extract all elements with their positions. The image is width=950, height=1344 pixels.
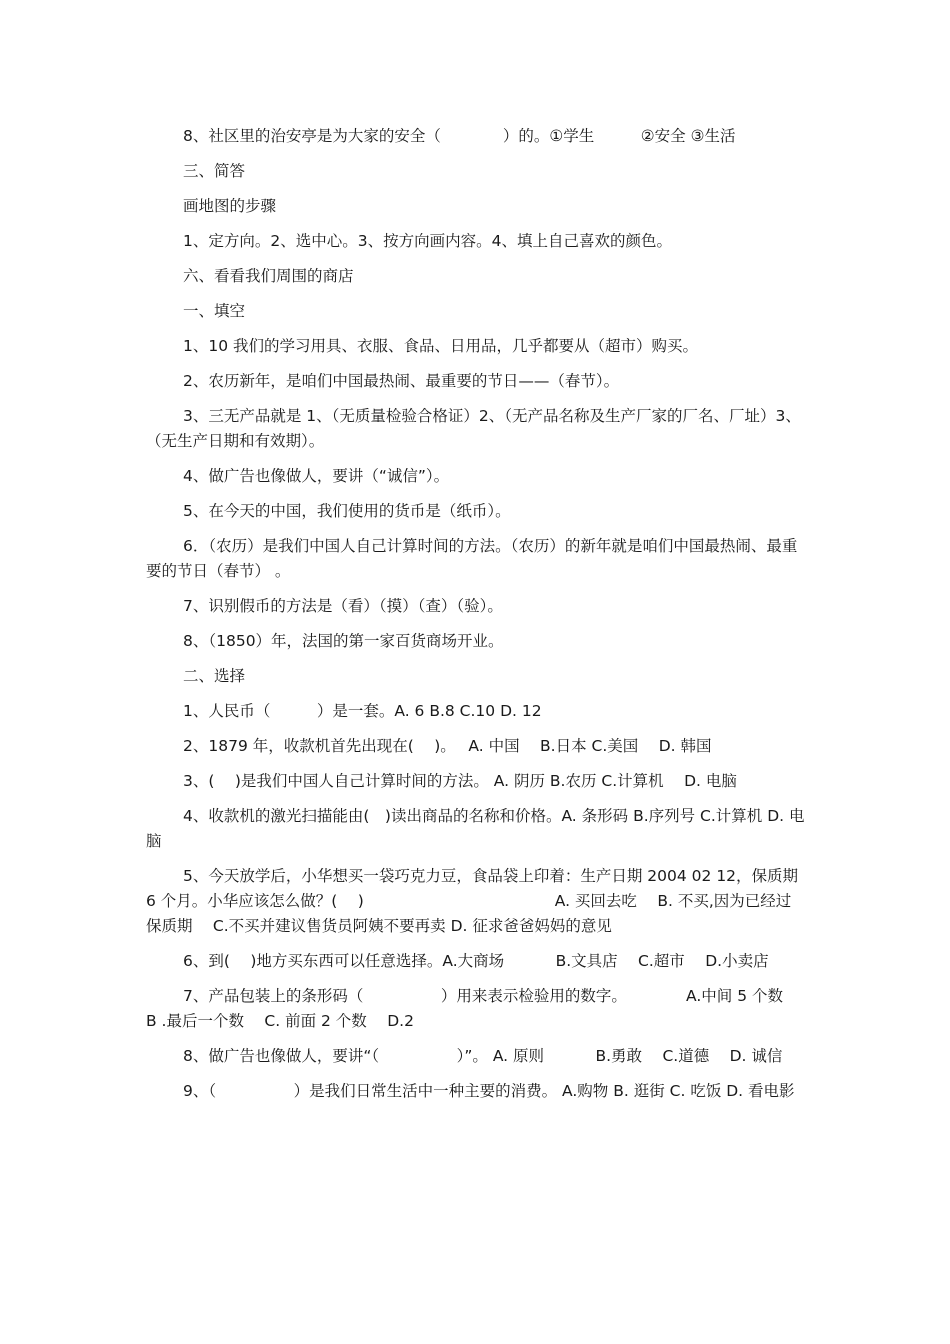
document-body: [146, 124, 835, 1114]
fill-item-3: 3、三无产品就是 1、（无质量检验合格证）2、（无产品名称及生产厂家的厂名、厂址）3、（无生产日期和有效期）。: [146, 407, 801, 450]
choice-item-7: 7、产品包装上的条形码（ ）用来表示检验用的数字。 A.中间 5 个数 B .最后一个数 C. 前面 2 个数 D.2: [146, 987, 835, 1030]
fill-item-6: 6．（农历）是我们中国人自己计算时间的方法。（农历）的新年就是咱们中国最热闹、最重要的节日（春节） 。: [146, 537, 798, 580]
choice-item-9: 9、（ ）是我们日常生活中一种主要的消费。 A.购物 B. 逛街 C. 吃饭 D. 看电影: [183, 1082, 795, 1100]
choice-item-8: 8、做广告也像做人，要讲“（ ）”。 A. 原则 B.勇敢 C.道德 D. 诚信: [183, 1047, 783, 1065]
unit-heading-shops: 六、看看我们周围的商店: [183, 267, 354, 285]
section-heading-fill-blank: 一、填空: [183, 302, 246, 320]
fill-item-1: 1、10 我们的学习用具、衣服、食品、日用品，几乎都要从（超市）购买。: [183, 337, 699, 355]
question-community-security-booth: 8、社区里的治安亭是为大家的安全（ ）的。①学生 ②安全 ③生活: [183, 127, 736, 145]
choice-item-6: 6、到( )地方买东西可以任意选择。A.大商场 B.文具店 C.超市 D.小卖店: [183, 952, 769, 970]
fill-item-8: 8、（1850）年，法国的第一家百货商场开业。: [183, 632, 504, 650]
choice-item-5: 5、今天放学后，小华想买一袋巧克力豆，食品袋上印着：生产日期 2004 02 12，保质期 6 个月。小华应该怎么做？( ) A. 买回去吃 B. 不买,因为已经过保质期 C.不买并建议售货员阿姨不要再卖 D. 征求爸爸妈妈的意见: [146, 867, 799, 935]
answer-map-steps: 1、定方向。2、选中心。3、按方向画内容。4、填上自己喜欢的颜色。: [183, 232, 672, 250]
section-heading-short-answer: 三、简答: [183, 162, 246, 180]
fill-item-7: 7、识别假币的方法是（看）（摸）（查）（验）。: [183, 597, 503, 615]
choice-item-1: 1、人民币（ ）是一套。A. 6 B.8 C.10 D. 12: [183, 702, 542, 720]
fill-item-4: 4、做广告也像做人，要讲（“诚信”）。: [183, 467, 450, 485]
subheading-map-steps: 画地图的步骤: [183, 197, 277, 215]
choice-item-4: 4、收款机的激光扫描能由( )读出商品的名称和价格。A. 条形码 B.序列号 C.计算机 D. 电脑: [146, 807, 805, 850]
fill-item-2: 2、农历新年，是咱们中国最热闹、最重要的节日——（春节）。: [183, 372, 620, 390]
choice-item-3: 3、( )是我们中国人自己计算时间的方法。 A. 阴历 B.农历 C.计算机 D. 电脑: [183, 772, 737, 790]
section-heading-choice: 二、选择: [183, 667, 246, 685]
fill-item-5: 5、在今天的中国，我们使用的货币是（纸币）。: [183, 502, 511, 520]
choice-item-2: 2、1879 年，收款机首先出现在( )。 A. 中国 B.日本 C.美国 D. 韩国: [183, 737, 712, 755]
